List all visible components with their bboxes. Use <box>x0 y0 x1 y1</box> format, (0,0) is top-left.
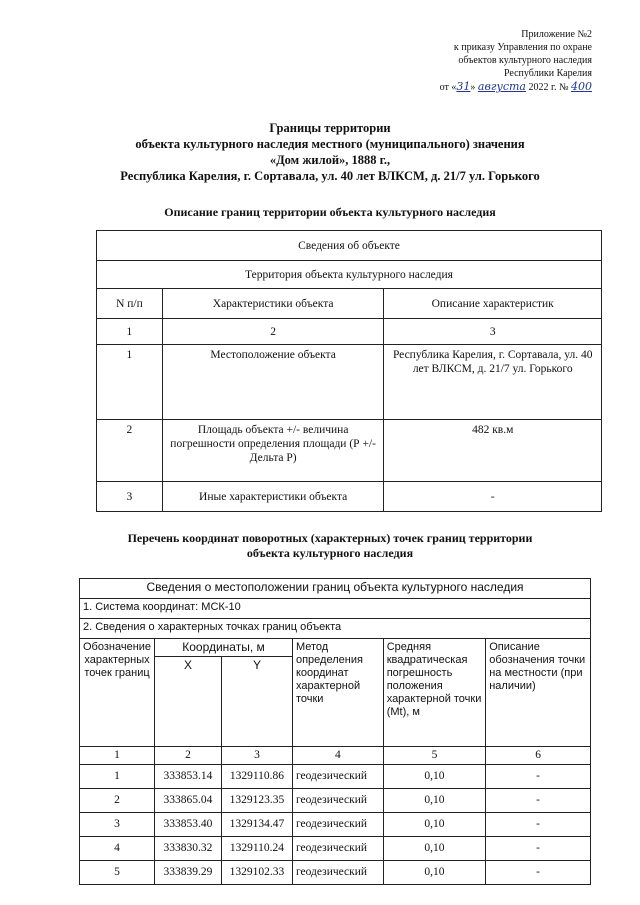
point-method: геодезический <box>292 813 383 837</box>
document-title <box>40 120 620 184</box>
col-header-x: X <box>155 657 222 747</box>
col-number-6: 6 <box>486 747 591 765</box>
row-characteristic: Площадь объекта +/- величина погрешности определения площади (Р +/- Дельта Р) <box>162 420 384 482</box>
col-number-5: 5 <box>383 747 486 765</box>
point-y: 1329123.35 <box>221 789 292 813</box>
appendix-block <box>332 28 592 94</box>
point-method: геодезический <box>292 861 383 885</box>
title-line-2: объекта культурного наследия местного (муниципального) значения <box>135 137 525 151</box>
point-y: 1329134.47 <box>221 813 292 837</box>
section-2-title-line-1: Перечень координат поворотных (характерных) точек границ территории <box>127 531 533 545</box>
row-n: 1 <box>97 345 163 420</box>
col-number-3: 3 <box>384 319 602 345</box>
order-number: 400 <box>571 80 592 93</box>
title-line-4: Республика Карелия, г. Сортавала, ул. 40 лет ВЛКСМ, д. 21/7 ул. Горького <box>120 169 540 183</box>
object-info-header: Сведения об объекте <box>97 231 602 261</box>
point-accuracy: 0,10 <box>383 813 486 837</box>
table-row <box>97 345 602 420</box>
col-number-1: 1 <box>97 319 163 345</box>
col-header-y: Y <box>221 657 292 747</box>
point-number: 3 <box>80 813 155 837</box>
table-row <box>80 789 591 813</box>
date-month: августа <box>477 80 526 93</box>
col-number-1: 1 <box>80 747 155 765</box>
section-2-title-line-2: объекта культурного наследия <box>246 546 414 560</box>
date-prefix: от « <box>439 82 457 93</box>
appendix-line-1: Приложение №2 <box>521 29 592 40</box>
point-x: 333830.32 <box>155 837 222 861</box>
point-accuracy: 0,10 <box>383 765 486 789</box>
title-line-1: Границы территории <box>269 121 391 135</box>
object-info-table <box>96 230 602 512</box>
col-header-description: Описание обозначения точки на местности (при наличии) <box>486 639 591 747</box>
section-1-title: Описание границ территории объекта культурного наследия <box>164 205 496 219</box>
col-header-method: Метод определения координат характерной точки <box>292 639 383 747</box>
section-2-title <box>40 531 620 561</box>
row-n: 2 <box>97 420 163 482</box>
point-number: 5 <box>80 861 155 885</box>
date-year: 2022 г. № <box>528 82 569 93</box>
point-method: геодезический <box>292 837 383 861</box>
coordinates-table <box>79 578 591 885</box>
point-method: геодезический <box>292 765 383 789</box>
row-description: - <box>384 482 602 512</box>
table-row <box>80 837 591 861</box>
table-row <box>80 765 591 789</box>
appendix-line-4: Республики Карелия <box>503 68 592 79</box>
row-n: 3 <box>97 482 163 512</box>
col-number-4: 4 <box>292 747 383 765</box>
territory-header: Территория объекта культурного наследия <box>97 261 602 289</box>
col-header-accuracy: Средняя квадратическая погрешность положения характерной точки (Mt), м <box>383 639 486 747</box>
appendix-line-3: объектов культурного наследия <box>458 55 592 66</box>
col-number-2: 2 <box>162 319 384 345</box>
point-x: 333839.29 <box>155 861 222 885</box>
point-y: 1329110.86 <box>221 765 292 789</box>
point-number: 2 <box>80 789 155 813</box>
col-header-designation: Обозначение характерных точек границ <box>80 639 155 747</box>
points-header: 2. Сведения о характерных точках границ объекта <box>80 619 591 639</box>
table-row <box>97 482 602 512</box>
col-number-2: 2 <box>155 747 222 765</box>
point-description: - <box>486 765 591 789</box>
point-number: 4 <box>80 837 155 861</box>
point-accuracy: 0,10 <box>383 837 486 861</box>
point-accuracy: 0,10 <box>383 861 486 885</box>
point-method: геодезический <box>292 789 383 813</box>
coordinates-table-header: Сведения о местоположении границ объекта культурного наследия <box>80 579 591 599</box>
point-description: - <box>486 837 591 861</box>
table-row <box>80 861 591 885</box>
coordinate-system: 1. Система координат: МСК-10 <box>80 599 591 619</box>
row-characteristic: Местоположение объекта <box>162 345 384 420</box>
table-row <box>80 813 591 837</box>
point-x: 333853.14 <box>155 765 222 789</box>
point-x: 333865.04 <box>155 789 222 813</box>
col-header-coordinates: Координаты, м <box>155 639 293 657</box>
title-line-3: «Дом жилой», 1888 г., <box>269 153 391 167</box>
col-number-3: 3 <box>221 747 292 765</box>
date-day: 31 <box>456 80 471 93</box>
point-accuracy: 0,10 <box>383 789 486 813</box>
row-description: 482 кв.м <box>384 420 602 482</box>
point-description: - <box>486 789 591 813</box>
point-number: 1 <box>80 765 155 789</box>
point-y: 1329102.33 <box>221 861 292 885</box>
point-description: - <box>486 813 591 837</box>
row-characteristic: Иные характеристики объекта <box>162 482 384 512</box>
col-header-characteristic: Характеристики объекта <box>162 289 384 319</box>
point-x: 333853.40 <box>155 813 222 837</box>
appendix-date-line <box>332 80 592 94</box>
table-row <box>97 420 602 482</box>
point-description: - <box>486 861 591 885</box>
point-y: 1329110.24 <box>221 837 292 861</box>
appendix-line-2: к приказу Управления по охране <box>453 42 592 53</box>
row-description: Республика Карелия, г. Сортавала, ул. 40 лет ВЛКСМ, д. 21/7 ул. Горького <box>384 345 602 420</box>
date-day-close: » <box>470 82 476 93</box>
col-header-n: N п/п <box>97 289 163 319</box>
col-header-description: Описание характеристик <box>384 289 602 319</box>
